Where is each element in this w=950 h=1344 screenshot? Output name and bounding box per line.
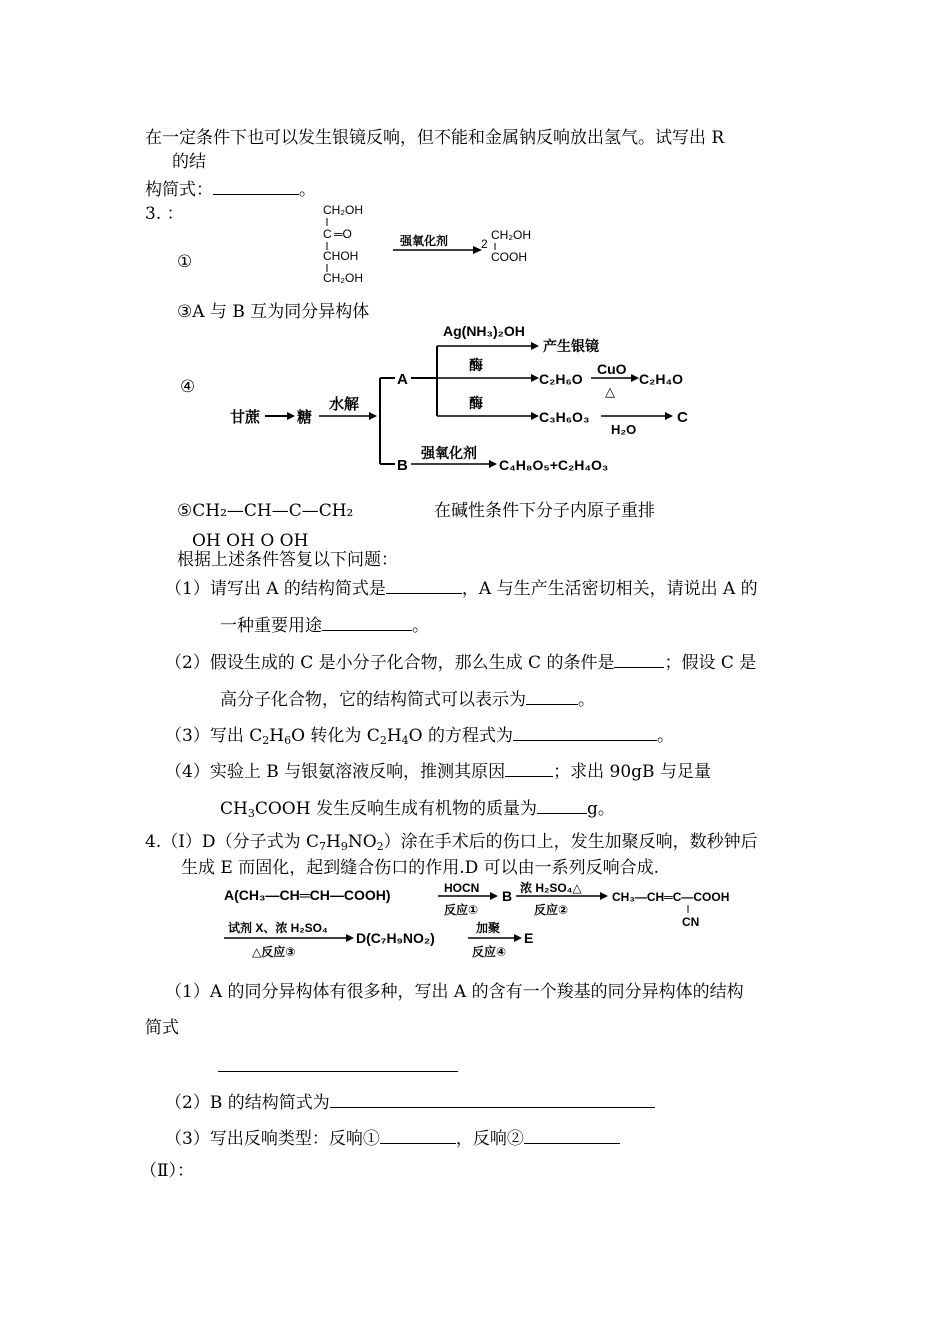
q3-part-3-sub-1: 2 <box>262 734 270 747</box>
q4-sub-2-text: （2）B 的结构简式为 <box>165 1093 330 1113</box>
q3-part-1-text-d: 。 <box>412 616 429 636</box>
figq4-reaction-2: 反应② <box>534 903 569 917</box>
q4-sub-3-text-b: ，反响② <box>455 1129 524 1149</box>
condition-5-note: 在碱性条件下分子内原子重排 <box>434 501 655 521</box>
q4-h: H <box>325 832 341 852</box>
answer-blank-mass[interactable] <box>537 797 587 814</box>
condition-5-substituents: OH OH O OH <box>192 531 309 551</box>
fig1-chain-bottom: CH₂OH <box>323 271 363 285</box>
fig4-b-products: C₄H₈O₅+C₂H₄O₃ <box>499 457 609 473</box>
figq4-reaction-1: 反应① <box>444 903 479 917</box>
q4-sub-3 <box>165 1127 620 1149</box>
figq4-reaction-3: △反应③ <box>252 945 296 959</box>
q3-part-1-text-a: （1）请写出 A 的结构简式是 <box>165 579 386 599</box>
q3-part-3-text-d: 。 <box>657 726 674 746</box>
figq4-polymerize: 加聚 <box>476 921 501 935</box>
fig4-b: B <box>397 457 408 474</box>
q4-line-1-text-a: 4.（I）D（分子式为 C <box>145 832 319 852</box>
q3-part-3-sub-4: 4 <box>401 734 409 747</box>
fig4-c3h6o3: C₃H₆O₃ <box>539 409 590 425</box>
answer-blank-c-condition[interactable] <box>614 651 664 668</box>
answer-blank-r[interactable] <box>213 178 299 195</box>
q3-part-3-text-c: O 的方程式为 <box>408 726 513 746</box>
fig1-chain-c: C <box>323 227 332 241</box>
q3-part-4-text-c: COOH 发生反响生成有机物的质量为 <box>254 799 537 819</box>
fig4-enzyme-1: 酶 <box>469 357 483 373</box>
fig1-chain-top: CH₂OH <box>323 203 363 217</box>
answer-blank-equation[interactable] <box>513 724 657 741</box>
fig4-agnh3: Ag(NH₃)₂OH <box>443 323 525 339</box>
fig4-oxidant: 强氧化剂 <box>421 445 477 461</box>
q3-part-3-sub-2: 6 <box>284 734 292 747</box>
q3-part-4-text-b: ；求出 90gB 与足量 <box>553 762 711 782</box>
answer-blank-c-polymer[interactable] <box>526 688 578 705</box>
q3-label: 3. ： <box>145 204 184 224</box>
q3-part-2-text-a: （2）假设生成的 C 是小分子化合物，那么生成 C 的条件是 <box>165 653 615 673</box>
fig4-acetaldehyde: C₂H₄O <box>639 371 684 387</box>
fig4-c: C <box>677 409 688 426</box>
condition-4-marker: ④ <box>180 377 196 397</box>
fig1-coefficient: 2 <box>481 237 488 251</box>
condition-1-marker: ① <box>177 252 193 272</box>
q3-part-4-line-2 <box>220 797 615 819</box>
q3-part-1-line-2 <box>220 614 429 636</box>
intro-line-3-end: 。 <box>299 180 316 200</box>
fig1-arrow-label: 强氧化剂 <box>400 234 449 248</box>
q4-line-1 <box>145 832 758 852</box>
q4-sub-3-text-a: （3）写出反响类型：反响① <box>165 1129 380 1149</box>
answer-blank-reaction-2[interactable] <box>524 1127 620 1144</box>
q3-part-3 <box>165 724 674 746</box>
figq4-hocn: HOCN <box>444 881 480 895</box>
q4-no: NO <box>347 832 377 852</box>
fig4-heat: △ <box>605 384 615 399</box>
intro-line-1: 在一定条件下也可以发生银镜反响，但不能和金属钠反响放出氢气。试写出 R <box>145 128 725 148</box>
q4-sub-9: 9 <box>340 840 348 853</box>
fig4-silver-mirror: 产生银镜 <box>543 338 599 354</box>
fig4-hydrolysis: 水解 <box>329 396 360 413</box>
q3-part-3-h-2: H <box>386 726 402 746</box>
answer-blank-b-structure[interactable] <box>330 1091 655 1108</box>
answer-blank-reaction-1[interactable] <box>380 1127 456 1144</box>
fig1-product-bottom: COOH <box>491 250 527 264</box>
q3-part-3-text-a: （3）写出 C <box>165 726 263 746</box>
answer-blank-reason[interactable] <box>505 760 553 777</box>
q3-part-4-ch: CH <box>220 799 248 819</box>
figq4-condition-2: 浓 H₂SO₄△ <box>520 881 582 895</box>
fig1-product-top: CH₂OH <box>491 228 531 242</box>
intro-line-3 <box>145 178 316 200</box>
condition-3: ③A 与 B 互为同分异构体 <box>177 302 370 322</box>
q3-part-2-text-d: 。 <box>578 690 595 710</box>
figq4-b: B <box>502 888 513 904</box>
figure-oxidation <box>315 198 550 286</box>
fig4-enzyme-2: 酶 <box>469 395 483 411</box>
fig4-a: A <box>397 371 408 388</box>
figure-sugarcane-scheme <box>225 318 705 480</box>
q4-sub-7: 7 <box>318 840 326 853</box>
q3-part-3-text-b: O 转化为 C <box>291 726 380 746</box>
q3-part-4-text-d: g。 <box>586 799 615 819</box>
q3-prompt: 根据上述条件答复以下问题： <box>177 550 398 570</box>
q3-part-2 <box>165 651 756 673</box>
q4-sub-2: 2 <box>376 840 384 853</box>
figq4-d: D(C₇H₉NO₂) <box>356 930 435 946</box>
figq4-a-formula: A(CH₃—CH═CH—COOH) <box>224 887 391 903</box>
q3-part-2-line-2 <box>220 688 595 710</box>
q3-part-1 <box>165 577 758 599</box>
intro-line-3-label: 构简式： <box>145 180 213 200</box>
q3-part-2-text-c: 高分子化合物，它的结构简式可以表示为 <box>220 690 526 710</box>
fig4-sugarcane: 甘蔗 <box>230 409 261 426</box>
fig1-chain-choh: CHOH <box>323 249 359 263</box>
q4-line-1-text-b: ）涂在手术后的伤口上，发生加聚反响，数秒钟后 <box>383 832 758 852</box>
fig4-water: H₂O <box>611 422 637 437</box>
figq4-reagent: 试剂 X、浓 H₂SO₄ <box>228 921 328 935</box>
intro-line-2: 的结 <box>172 152 206 172</box>
figq4-reaction-4: 反应④ <box>472 945 507 959</box>
q4-sub-1-line-1: （1）A 的同分异构体有很多种，写出 A 的含有一个羧基的同分异构体的结构 <box>165 982 744 1002</box>
fig4-ethanol: C₂H₆O <box>539 371 583 387</box>
q3-part-4-sub: 3 <box>247 807 255 820</box>
fig4-sugar: 糖 <box>297 409 313 426</box>
answer-blank-a-structure[interactable] <box>386 577 462 594</box>
q3-part-1-text-b: ，A 与生产生活密切相关，请说出 A 的 <box>461 579 758 599</box>
q3-part-2-text-b: ；假设 C 是 <box>664 653 757 673</box>
q4-sub-1-line-2: 简式 <box>145 1018 179 1038</box>
fig4-cuo: CuO <box>597 361 627 377</box>
answer-blank-a-use[interactable] <box>322 614 412 631</box>
figq4-e: E <box>524 930 534 946</box>
q3-part-1-text-c: 一种重要用途 <box>220 616 322 636</box>
q4-line-2: 生成 E 而固化，起到缝合伤口的作用.D 可以由一系列反响合成. <box>181 858 660 878</box>
answer-blank-isomer[interactable] <box>218 1071 458 1072</box>
q3-part-3-h-1: H <box>269 726 285 746</box>
q3-part-3-sub-3: 2 <box>379 734 387 747</box>
q3-part-4-text-a: （4）实验上 B 与银氨溶液反响，推测其原因 <box>165 762 506 782</box>
q4-sub-2 <box>165 1091 655 1113</box>
q4-part-ii: （Ⅱ）： <box>140 1161 195 1181</box>
figure-synthesis-route <box>222 878 757 962</box>
fig1-chain-o: ═O <box>334 227 352 241</box>
condition-5: ⑤CH₂—CH—C—CH₂ <box>177 501 354 521</box>
figq4-cn: CN <box>682 915 700 929</box>
q3-part-4 <box>165 760 711 782</box>
figq4-product: CH₃—CH═C—COOH <box>612 890 730 904</box>
